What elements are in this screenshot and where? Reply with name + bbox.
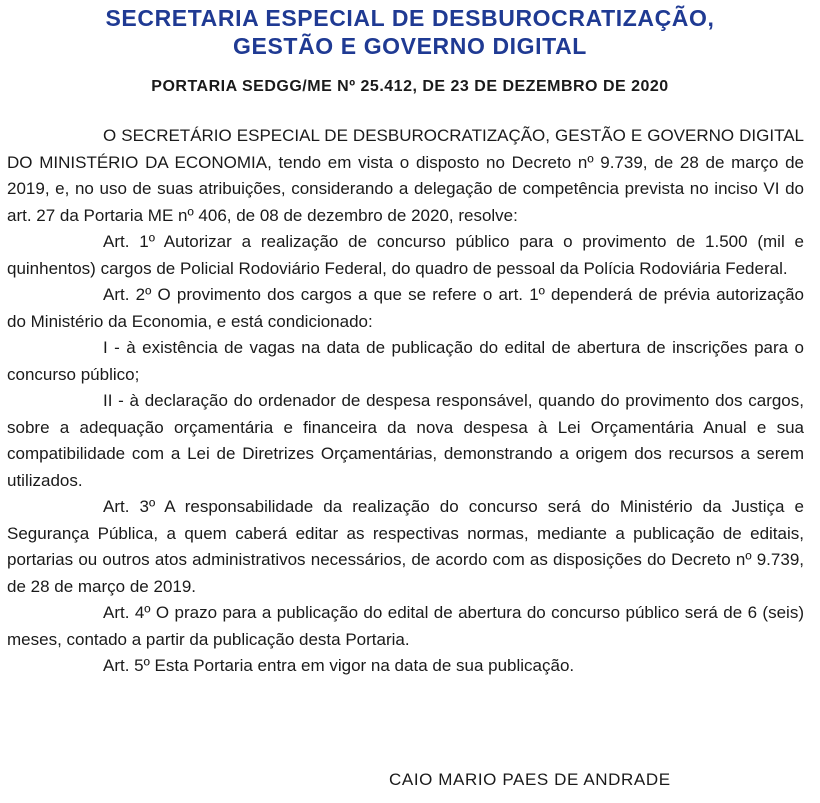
portaria-title: PORTARIA SEDGG/ME Nº 25.412, DE 23 DE DEZEMBRO DE 2020 — [151, 78, 669, 95]
preamble-paragraph: O SECRETÁRIO ESPECIAL DE DESBUROCRATIZAÇÃO, GESTÃO E GOVERNO DIGITAL DO MINISTÉRIO DA ECONOMIA, tendo em vista o disposto no Decreto nº 9.739, de 28 de março de 2019, e, no uso de suas atribuições, considerando a delegação de competência prevista no inciso VI do art. 27 da Portaria ME nº 406, de 08 de dezembro de 2020, resolve: — [7, 126, 804, 225]
org-title-line-2: GESTÃO E GOVERNO DIGITAL — [233, 33, 587, 59]
article-1-paragraph: Art. 1º Autorizar a realização de concurso público para o provimento de 1.500 (mil e quinhentos) cargos de Policial Rodoviário Federal, do quadro de pessoal da Polícia Rodoviária Federal. — [7, 232, 804, 278]
article-2-item-2-paragraph: II - à declaração do ordenador de despesa responsável, quando do provimento dos cargos, sobre a adequação orçamentária e financeira da nova despesa à Lei Orçamentária Anual e sua compatibilidade com a Lei de Diretrizes Orçamentárias, demonstrando a origem dos recursos a serem utilizados. — [7, 391, 804, 490]
article-2-item-1-paragraph: I - à existência de vagas na data de publicação do edital de abertura de inscrições para o concurso público; — [7, 338, 804, 384]
article-5-paragraph: Art. 5º Esta Portaria entra em vigor na data de sua publicação. — [103, 656, 575, 675]
signature-name: CAIO MARIO PAES DE ANDRADE — [389, 770, 671, 789]
portaria-body — [7, 123, 804, 680]
article-4-paragraph: Art. 4º O prazo para a publicação do edital de abertura do concurso público será de 6 (seis) meses, contado a partir da publicação desta Portaria. — [7, 603, 804, 649]
org-title-line-1: SECRETARIA ESPECIAL DE DESBUROCRATIZAÇÃO, — [105, 5, 715, 31]
article-3-paragraph: Art. 3º A responsabilidade da realização do concurso será do Ministério da Justiça e Segurança Pública, a quem caberá editar as respectivas normas, mediante a publicação de editais, portarias ou outros atos administrativos necessários, de acordo com as disposições do Decreto nº 9.739, de 28 de março de 2019. — [7, 497, 804, 596]
article-2-paragraph: Art. 2º O provimento dos cargos a que se refere o art. 1º dependerá de prévia autorização do Ministério da Economia, e está condicionado: — [7, 285, 804, 331]
